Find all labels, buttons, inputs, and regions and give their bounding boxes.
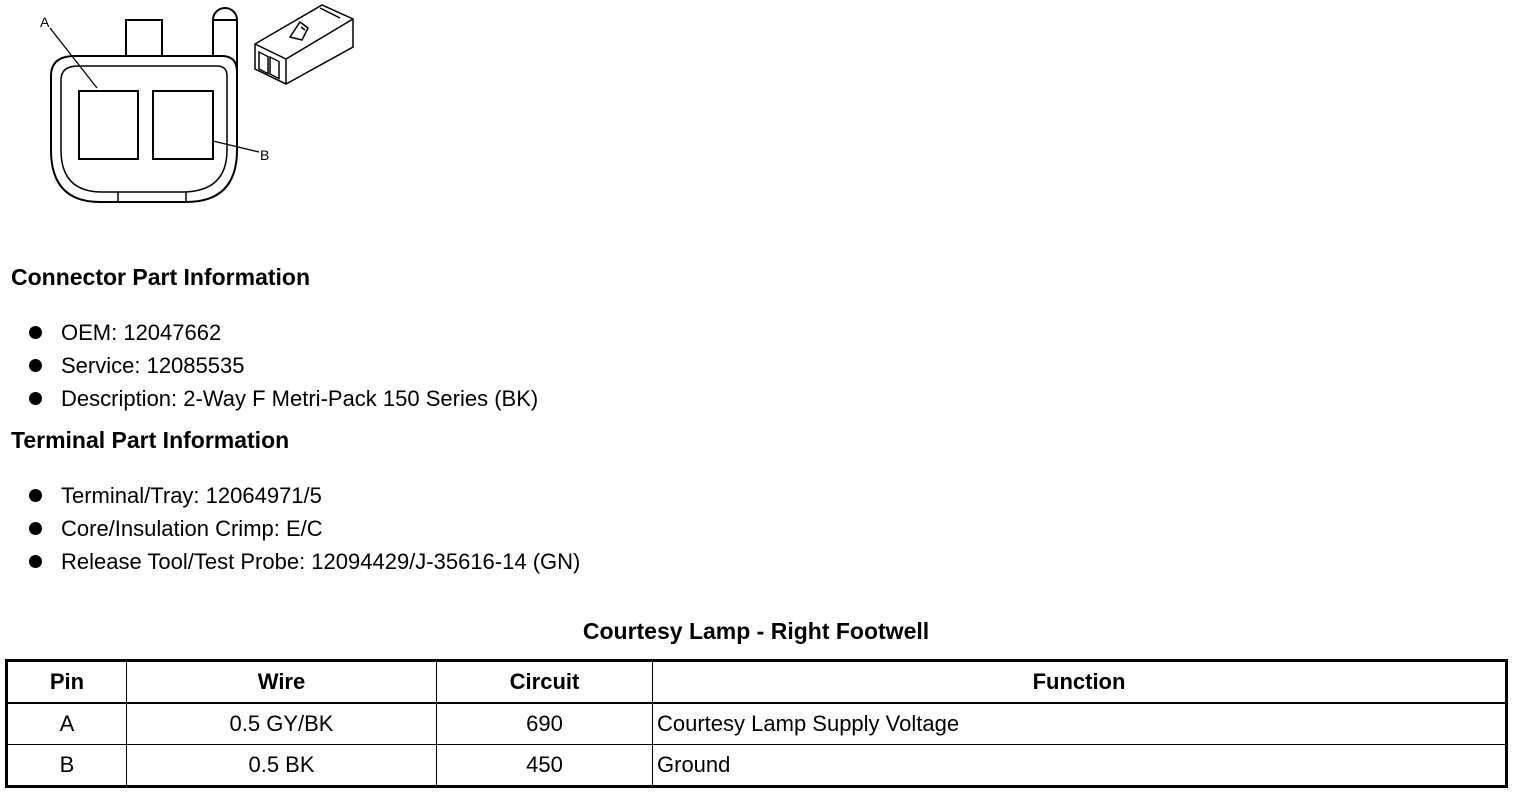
connector-diagram [0, 0, 380, 220]
terminal-info-list [28, 479, 580, 578]
bullet-icon [29, 359, 42, 372]
terminal-info-heading: Terminal Part Information [11, 427, 290, 453]
table-row [7, 703, 1507, 745]
bullet-icon [29, 522, 42, 535]
connector-3d-view [255, 5, 353, 84]
cell-circuit: 690 [437, 703, 653, 745]
list-item [28, 545, 580, 578]
header-wire: Wire [127, 661, 437, 704]
header-circuit: Circuit [437, 661, 653, 704]
cell-function: Ground [653, 745, 1507, 787]
bullet-icon [29, 489, 42, 502]
release-tool-text: Release Tool/Test Probe: 12094429/J-35616-14 (GN) [61, 549, 581, 574]
pin-cavity-b [153, 91, 213, 159]
crimp-text: Core/Insulation Crimp: E/C [61, 516, 323, 541]
table-title: Courtesy Lamp - Right Footwell [582, 618, 930, 644]
connector-oem-text: OEM: 12047662 [61, 320, 222, 345]
table-header-row [7, 661, 1507, 704]
list-item [28, 316, 538, 349]
pin-label-a: A [40, 14, 50, 30]
pin-cavity-a [79, 91, 138, 159]
cell-wire: 0.5 GY/BK [127, 703, 437, 745]
list-item [28, 512, 580, 545]
connector-description-text: Description: 2-Way F Metri-Pack 150 Series (BK) [61, 386, 539, 411]
header-function: Function [653, 661, 1507, 704]
cell-function: Courtesy Lamp Supply Voltage [653, 703, 1507, 745]
cell-pin: B [7, 745, 127, 787]
connector-service-text: Service: 12085535 [61, 353, 245, 378]
pin-table [5, 659, 1508, 788]
connector-info-heading: Connector Part Information [11, 264, 311, 290]
list-item [28, 382, 538, 415]
cell-pin: A [7, 703, 127, 745]
bullet-icon [29, 555, 42, 568]
cell-circuit: 450 [437, 745, 653, 787]
terminal-tray-text: Terminal/Tray: 12064971/5 [61, 483, 322, 508]
pin-label-b: B [260, 147, 270, 163]
header-pin: Pin [7, 661, 127, 704]
cell-wire: 0.5 BK [127, 745, 437, 787]
list-item [28, 349, 538, 382]
connector-info-list [28, 316, 538, 415]
bullet-icon [29, 326, 42, 339]
list-item [28, 479, 580, 512]
table-row [7, 745, 1507, 787]
bullet-icon [29, 392, 42, 405]
